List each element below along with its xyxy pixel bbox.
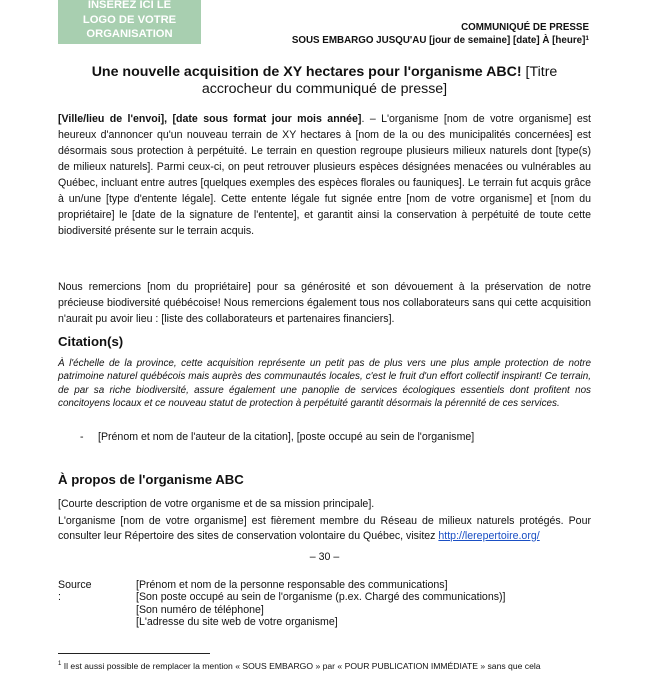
source-line: [Prénom et nom de la personne responsable des communications] bbox=[136, 579, 448, 591]
title-bold: Une nouvelle acquisition de XY hectares pour l'organisme ABC! bbox=[91, 64, 522, 80]
citation-heading: Citation(s) bbox=[58, 334, 124, 349]
intro-body: . – L'organisme [nom de votre organisme] est heureux d'annoncer qu'un nouveau terrain de XY hectares à [nom de la ou des municipalités concernées] est désormais sous protection à perpétuité. Le terrain en question regroupe plusieurs milieux naturels dont [type(s) de milieux naturels]. Parmi ceux-ci, on peut retrouver plusieurs espèces désignées menacées ou vulnérables au Québec, incluant entre autres [quelques exemples des espèces florales ou fauniques]. Le terrain fut acquis grâce à un/une [type d'entente légale]. Cette entente légale fut signée entre [nom de votre organisme] et [nom du propriétaire] le [date de la signature de l'entente], et garantit ainsi la conservation à perpétuité de toute cette biodiversité présente sur le terrain acquis. bbox=[58, 113, 591, 237]
about-member bbox=[58, 514, 591, 543]
about-description: [Courte description de votre organisme et de sa mission principale]. bbox=[58, 498, 375, 510]
citation-quote: À l'échelle de la province, cette acquisition représente un petit pas de plus vers une plus ample protection de notre patrimoine naturel québécois mais auprès des communautés locales, c'est le fruit d'un effort collectif inspirant! Ce terrain, de par sa riche biodiversité, assure également une panoplie de services écologiques essentiels dont profitent nos concitoyens locaux et ce nouveau statut de protection à perpétuité garantit désormais la pérennité de ces services. bbox=[58, 358, 591, 409]
source-label: Source : bbox=[58, 579, 92, 604]
title-rest: [Titre accrocheur du communiqué de presse] bbox=[201, 64, 558, 97]
embargo-line bbox=[292, 35, 589, 48]
source-line: [Son numéro de téléphone] bbox=[136, 603, 264, 616]
footnote-text: Il est aussi possible de remplacer la mention « SOUS EMBARGO » par « POUR PUBLICATION IMMÉDIATE » sans que cela bbox=[61, 661, 541, 671]
press-title bbox=[58, 64, 591, 97]
footnote-number: 1 bbox=[58, 661, 62, 667]
member-text: L'organisme [nom de votre organisme] est fièrement membre du Réseau de milieux naturels protégés. Pour consulter leur Répertoire des sites de conservation volontaire du Québec, visitez bbox=[58, 515, 591, 542]
thanks-paragraph: Nous remercions [nom du propriétaire] pour sa générosité et son dévouement à la préservation de notre précieuse biodiversité québécoise! Nous remercions également tous nos collaborateurs sans qui cette acquisition n'aurait pu avoir lieu : [liste des collaborateurs et partenaires financiers]. bbox=[58, 281, 591, 325]
source-line: [Son poste occupé au sein de l'organisme (p.ex. Chargé des communications)] bbox=[136, 591, 506, 604]
logo-line-3: ORGANISATION bbox=[86, 27, 173, 40]
footnote-divider bbox=[58, 653, 210, 654]
logo-line-1: INSÉREZ ICI LE bbox=[87, 0, 172, 12]
bullet-dash: - bbox=[80, 431, 84, 443]
citation-author: [Prénom et nom de l'auteur de la citation], [poste occupé au sein de l'organisme] bbox=[98, 431, 475, 443]
logo-placeholder bbox=[58, 0, 201, 44]
embargo-text: SOUS EMBARGO JUSQU'AU [jour de semaine] [date] À [heure] bbox=[291, 34, 586, 46]
intro-lead: [Ville/lieu de l'envoi], [date sous format jour mois année] bbox=[58, 113, 362, 125]
logo-line-2: LOGO DE VOTRE bbox=[82, 13, 177, 26]
source-lines bbox=[136, 579, 505, 628]
intro-paragraph bbox=[58, 111, 591, 239]
citation-author-item bbox=[80, 431, 474, 444]
press-header bbox=[292, 22, 589, 47]
footnote-ref: 1 bbox=[585, 34, 589, 42]
press-label: COMMUNIQUÉ DE PRESSE bbox=[461, 22, 589, 33]
repertoire-link[interactable]: http://lerepertoire.org/ bbox=[438, 529, 540, 542]
about-heading: À propos de l'organisme ABC bbox=[58, 472, 244, 487]
source-line: [L'adresse du site web de votre organisme] bbox=[136, 615, 338, 628]
footnote bbox=[58, 661, 541, 671]
end-marker: – 30 – bbox=[309, 551, 340, 563]
